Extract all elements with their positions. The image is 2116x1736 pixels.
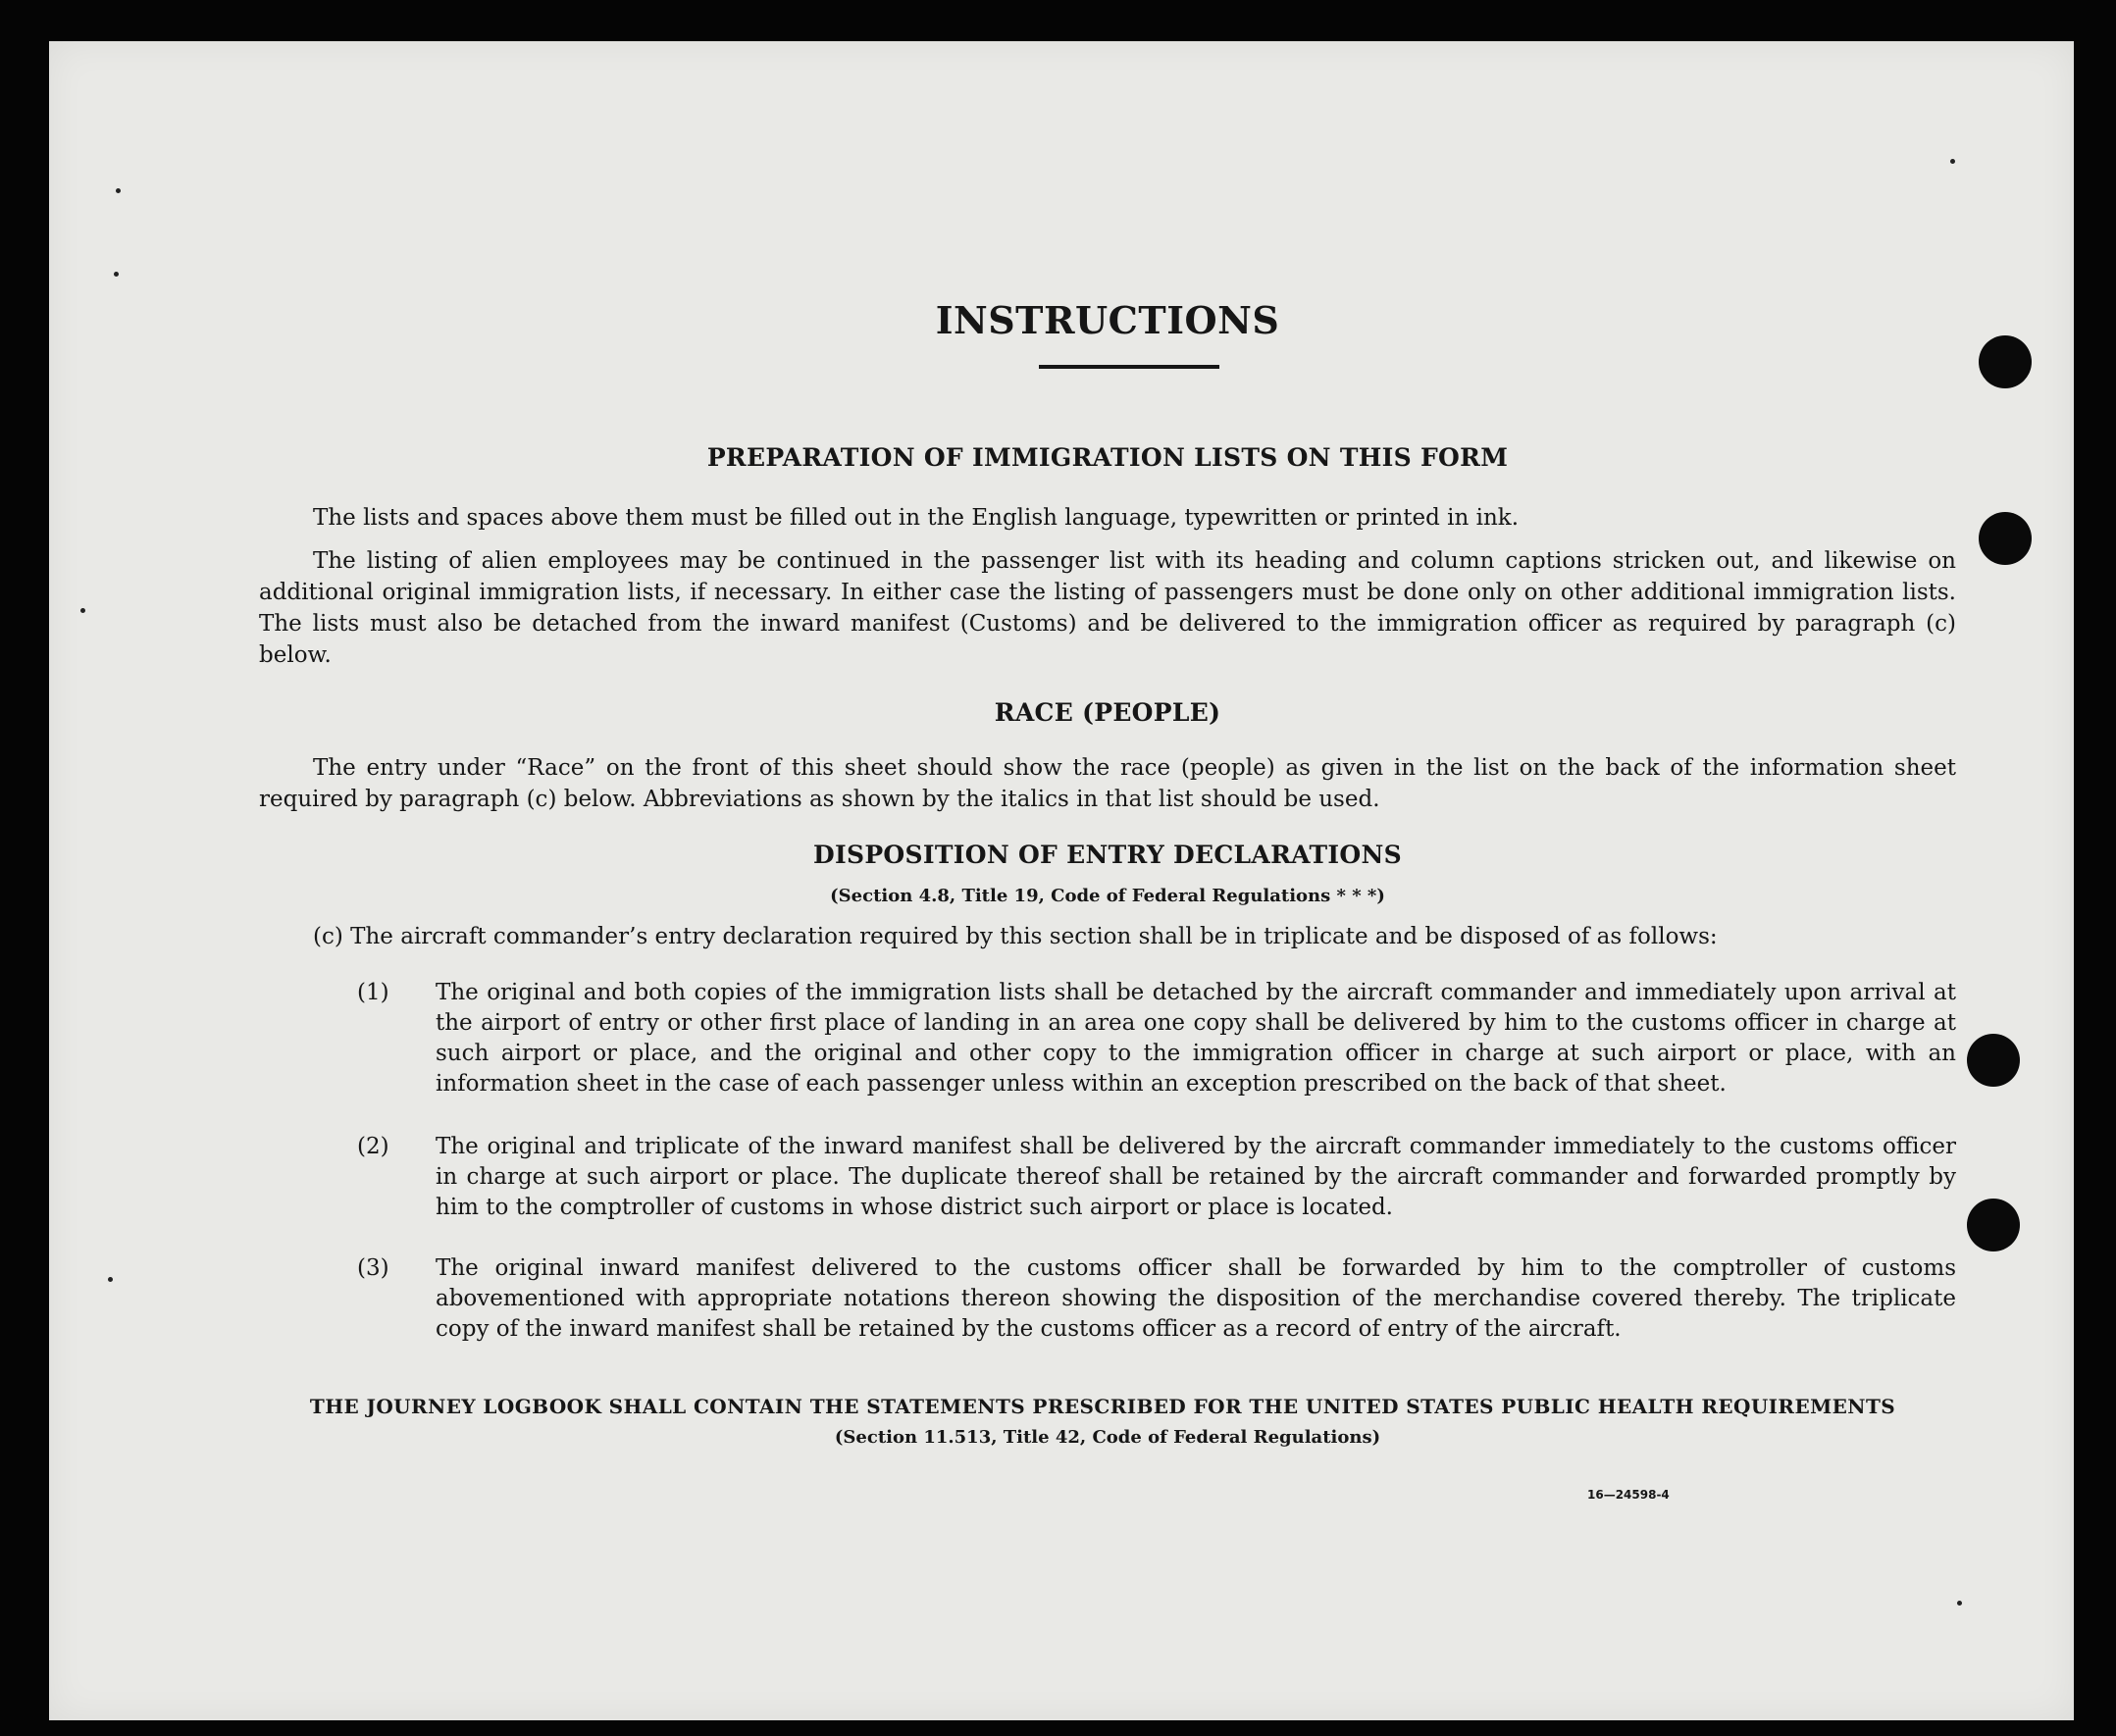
- punch-hole: [1967, 1034, 2020, 1087]
- scan-speck: [108, 1277, 113, 1282]
- item-text: The original inward manifest delivered to the customs officer shall be forwarded by him to the comptroller of customs abovementioned with appropriate notations thereon showing the disposition of the merchandise covered thereby. The triplicate copy of the inward manifest shall be retained by the customs officer as a record of entry of the aircraft.: [436, 1255, 1956, 1342]
- preparation-heading: PREPARATION OF IMMIGRATION LISTS ON THIS FORM: [706, 443, 1509, 472]
- race-paragraph: The entry under “Race” on the front of this sheet should show the race (people) as given in the list on the back of the information sheet required by paragraph (c) below. Abbreviations as shown by the italics in that list should be used.: [259, 755, 1956, 812]
- punch-hole: [1979, 335, 2032, 388]
- scan-speck: [116, 188, 121, 193]
- item-number: (3): [357, 1255, 389, 1281]
- scan-speck: [80, 608, 85, 613]
- footer-statement: THE JOURNEY LOGBOOK SHALL CONTAIN THE STATEMENTS PRESCRIBED FOR THE UNITED STATES PUBLIC HEALTH REQUIREMENTS: [309, 1395, 1896, 1418]
- disposition-heading: DISPOSITION OF ENTRY DECLARATIONS: [813, 841, 1402, 869]
- disposition-item: [357, 1253, 1956, 1345]
- disposition-item: [357, 978, 1956, 1099]
- item-number: (1): [357, 980, 389, 1005]
- form-number: 16—24598-4: [1587, 1488, 1670, 1502]
- preparation-paragraph-1: The lists and spaces above them must be filled out in the English language, typewritten or printed in ink.: [313, 505, 1520, 531]
- punch-hole: [1979, 512, 2032, 565]
- disposition-subheading: (Section 4.8, Title 19, Code of Federal Regulations * * *): [830, 886, 1385, 906]
- preparation-paragraph-2: The listing of alien employees may be continued in the passenger list with its heading and column captions stricken out, and likewise on additional original immigration lists, if necessary. In either case the listing of passengers must be done only on other additional immigration lists. The lists must also be detached from the inward manifest (Customs) and be delivered to the immigration officer as required by paragraph (c) below.: [259, 548, 1956, 668]
- scan-speck: [114, 272, 119, 277]
- item-number: (2): [357, 1134, 389, 1159]
- scan-speck: [1957, 1601, 1962, 1606]
- scan-speck: [1950, 159, 1955, 164]
- disposition-intro: (c) The aircraft commander’s entry declaration required by this section shall be in triplicate and be disposed of as follows:: [313, 924, 1718, 949]
- page-title: INSTRUCTIONS: [935, 298, 1280, 342]
- document-page: [49, 41, 2074, 1720]
- item-text: The original and triplicate of the inward manifest shall be delivered by the aircraft commander immediately to the customs officer in charge at such airport or place. The duplicate thereof shall be retained by the aircraft commander and forwarded promptly by him to the comptroller of customs in whose district such airport or place is located.: [436, 1134, 1956, 1220]
- item-text: The original and both copies of the immigration lists shall be detached by the aircraft commander and immediately upon arrival at the airport of entry or other first place of landing in an area one copy shall be delivered by him to the customs officer in charge at such airport or place, and the original and other copy to the immigration officer in charge at such airport or place, with an information sheet in the case of each passenger unless within an exception prescribed on the back of that sheet.: [436, 980, 1956, 1097]
- race-heading: RACE (PEOPLE): [994, 698, 1221, 727]
- disposition-item: [357, 1132, 1956, 1223]
- punch-hole: [1967, 1199, 2020, 1251]
- title-underline: [1039, 365, 1219, 369]
- footer-citation: (Section 11.513, Title 42, Code of Federal Regulations): [834, 1427, 1381, 1448]
